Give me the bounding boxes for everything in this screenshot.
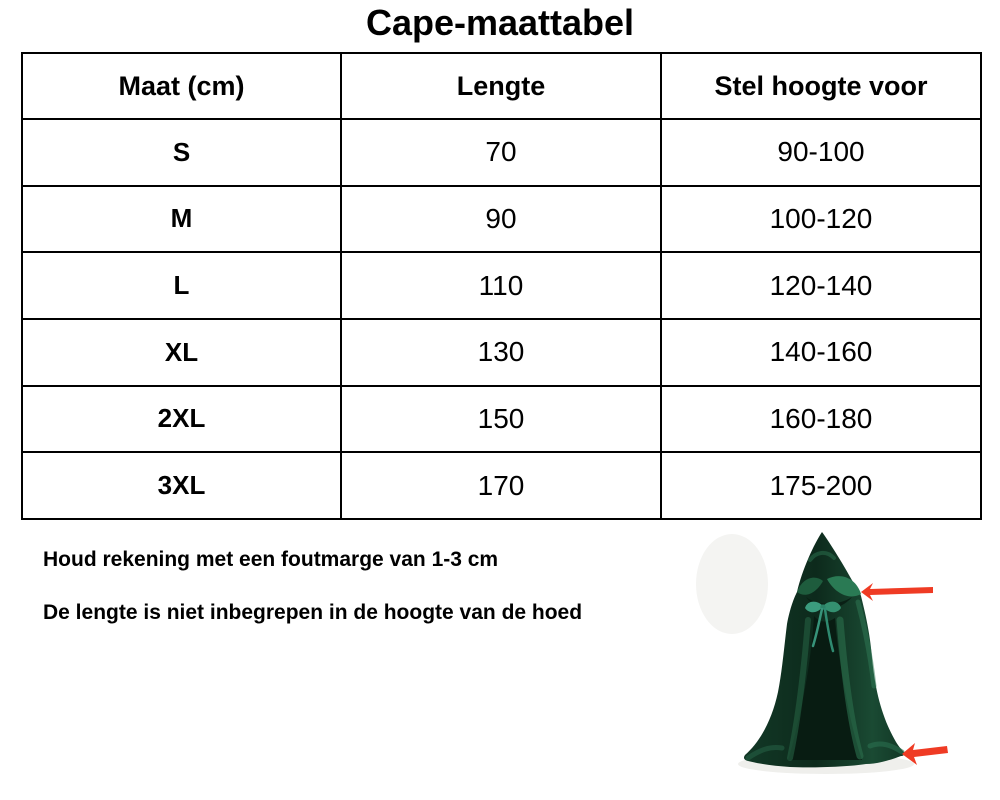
- height-cell: 120-140: [661, 252, 981, 319]
- size-chart-table: [21, 52, 982, 520]
- table-row: [22, 119, 981, 186]
- cape-product-photo: [690, 520, 1000, 800]
- length-cell: 70: [341, 119, 661, 186]
- red-arrow-icon: [861, 583, 933, 601]
- height-cell: 90-100: [661, 119, 981, 186]
- header-cell-hoogte: Stel hoogte voor: [661, 53, 981, 119]
- page-title: Cape-maattabel: [365, 2, 635, 43]
- height-cell: 175-200: [661, 452, 981, 519]
- height-cell: 160-180: [661, 386, 981, 453]
- header-cell-maat: Maat (cm): [22, 53, 341, 119]
- note-error-margin: Houd rekening met een foutmarge van 1-3 cm: [43, 548, 499, 571]
- size-cell: 2XL: [22, 386, 341, 453]
- cape-illustration: [744, 532, 904, 767]
- photo-shadow: [696, 534, 768, 634]
- table-row: [22, 252, 981, 319]
- size-cell: 3XL: [22, 452, 341, 519]
- header-cell-lengte: Lengte: [341, 53, 661, 119]
- table-row: [22, 319, 981, 386]
- size-cell: M: [22, 186, 341, 253]
- table-row: [22, 186, 981, 253]
- length-cell: 90: [341, 186, 661, 253]
- size-cell: L: [22, 252, 341, 319]
- table-row: [22, 452, 981, 519]
- height-cell: 100-120: [661, 186, 981, 253]
- size-cell: S: [22, 119, 341, 186]
- size-cell: XL: [22, 319, 341, 386]
- note-hood-length: De lengte is niet inbegrepen in de hoogte van de hoed: [43, 601, 583, 624]
- height-cell: 140-160: [661, 319, 981, 386]
- length-cell: 110: [341, 252, 661, 319]
- table-row: [22, 386, 981, 453]
- table-header-row: [22, 53, 981, 119]
- length-cell: 150: [341, 386, 661, 453]
- length-cell: 170: [341, 452, 661, 519]
- length-cell: 130: [341, 319, 661, 386]
